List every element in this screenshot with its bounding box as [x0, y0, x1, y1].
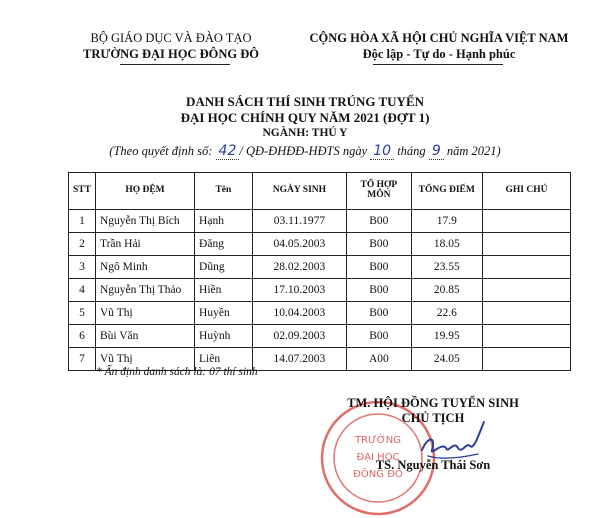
cell-ten: Huỳnh — [195, 325, 253, 348]
cell-tong-diem: 24.05 — [411, 348, 482, 371]
ministry-name: BỘ GIÁO DỤC VÀ ĐÀO TẠO — [90, 31, 252, 45]
header-to-hop: TỔ HỢP MÔN — [347, 173, 411, 210]
cell-ho-dem: Ngô Minh — [95, 256, 194, 279]
national-motto: Độc lập - Tự do - Hạnh phúc — [362, 47, 516, 61]
candidate-table — [68, 172, 571, 371]
document-subtitle: ĐẠI HỌC CHÍNH QUY NĂM 2021 (ĐỢT 1) — [180, 110, 430, 125]
cell-tong-diem: 18.05 — [411, 233, 482, 256]
svg-text:ĐÔNG ĐÔ: ĐÔNG ĐÔ — [353, 469, 403, 480]
svg-text:TRƯỜNG: TRƯỜNG — [355, 435, 401, 446]
cell-ghi-chu — [482, 256, 570, 279]
cell-ghi-chu — [482, 302, 570, 325]
cell-ten: Đăng — [195, 233, 253, 256]
cell-ghi-chu — [482, 325, 570, 348]
header-ngay-sinh: NGÀY SINH — [252, 173, 346, 210]
university-underline — [120, 64, 230, 65]
header-tong-diem: TỔNG ĐIỂM — [411, 173, 482, 210]
cell-tong-diem: 22.6 — [411, 302, 482, 325]
council-title: TM. HỘI ĐỒNG TUYỂN SINH — [347, 396, 519, 410]
cell-to-hop: B00 — [347, 233, 411, 256]
cell-ghi-chu — [482, 233, 570, 256]
decision-month-label: tháng — [397, 144, 426, 158]
decision-code: / QĐ-ĐHĐĐ-HĐTS ngày — [239, 144, 368, 158]
cell-to-hop: A00 — [347, 348, 411, 371]
motto-underline — [373, 64, 503, 65]
cell-ngay-sinh: 28.02.2003 — [252, 256, 346, 279]
cell-ngay-sinh: 04.05.2003 — [252, 233, 346, 256]
cell-stt: 5 — [69, 302, 96, 325]
table-row — [69, 302, 571, 325]
header-stt: STT — [69, 173, 96, 210]
cell-tong-diem: 20.85 — [411, 279, 482, 302]
header-ghi-chu: GHI CHÚ — [482, 173, 570, 210]
cell-ho-dem: Vũ Thị — [95, 348, 194, 371]
cell-ho-dem: Bùi Văn — [95, 325, 194, 348]
cell-stt: 1 — [69, 210, 96, 233]
cell-ghi-chu — [482, 348, 570, 371]
document-title: DANH SÁCH THÍ SINH TRÚNG TUYỂN — [185, 94, 425, 109]
table-row — [69, 210, 571, 233]
cell-ho-dem: Nguyễn Thị Bích — [95, 210, 194, 233]
svg-text:ĐẠI HỌC: ĐẠI HỌC — [356, 452, 400, 463]
cell-ten: Dũng — [195, 256, 253, 279]
cell-ngay-sinh: 03.11.1977 — [252, 210, 346, 233]
cell-ten: Hiền — [195, 279, 253, 302]
council-role: CHỦ TỊCH — [401, 411, 465, 425]
decision-month: 9 — [431, 143, 441, 159]
cell-to-hop: B00 — [347, 325, 411, 348]
header-ten: Tên — [195, 173, 253, 210]
table-row — [69, 279, 571, 302]
decision-day: 10 — [373, 143, 392, 159]
cell-ten: Liên — [195, 348, 253, 371]
table-row — [69, 325, 571, 348]
cell-ghi-chu — [482, 210, 570, 233]
table-row — [69, 233, 571, 256]
cell-stt: 6 — [69, 325, 96, 348]
decision-reference — [40, 143, 570, 160]
cell-ngay-sinh: 10.04.2003 — [252, 302, 346, 325]
cell-ngay-sinh: 02.09.2003 — [252, 325, 346, 348]
cell-stt: 3 — [69, 256, 96, 279]
cell-ten: Hạnh — [195, 210, 253, 233]
cell-to-hop: B00 — [347, 279, 411, 302]
cell-tong-diem: 23.55 — [411, 256, 482, 279]
cell-tong-diem: 19.95 — [411, 325, 482, 348]
cell-stt: 7 — [69, 348, 96, 371]
header-ho-dem: HỌ ĐỆM — [95, 173, 194, 210]
cell-to-hop: B00 — [347, 302, 411, 325]
country-name: CỘNG HÒA XÃ HỘI CHỦ NGHĨA VIỆT NAM — [309, 31, 569, 45]
university-name: TRƯỜNG ĐẠI HỌC ĐÔNG ĐÔ — [83, 47, 259, 61]
cell-ho-dem: Trần Hải — [95, 233, 194, 256]
major-label: NGÀNH: THÚ Y — [262, 127, 348, 139]
cell-to-hop: B00 — [347, 256, 411, 279]
table-row — [69, 256, 571, 279]
cell-tong-diem: 17.9 — [411, 210, 482, 233]
decision-prefix: (Theo quyết định số: — [109, 144, 213, 158]
table-header-row — [69, 173, 571, 210]
cell-ngay-sinh: 14.07.2003 — [252, 348, 346, 371]
decision-number: 42 — [218, 143, 237, 159]
cell-ngay-sinh: 17.10.2003 — [252, 279, 346, 302]
cell-stt: 2 — [69, 233, 96, 256]
cell-ho-dem: Vũ Thị — [95, 302, 194, 325]
cell-stt: 4 — [69, 279, 96, 302]
decision-year: năm 2021) — [446, 144, 501, 158]
cell-ho-dem: Nguyễn Thị Thảo — [95, 279, 194, 302]
candidate-count-note: * Ấn định danh sách là: 07 thí sinh — [96, 366, 258, 378]
signer-name: TS. Nguyễn Thái Sơn — [375, 458, 491, 472]
cell-to-hop: B00 — [347, 210, 411, 233]
cell-ghi-chu — [482, 279, 570, 302]
cell-ten: Huyền — [195, 302, 253, 325]
